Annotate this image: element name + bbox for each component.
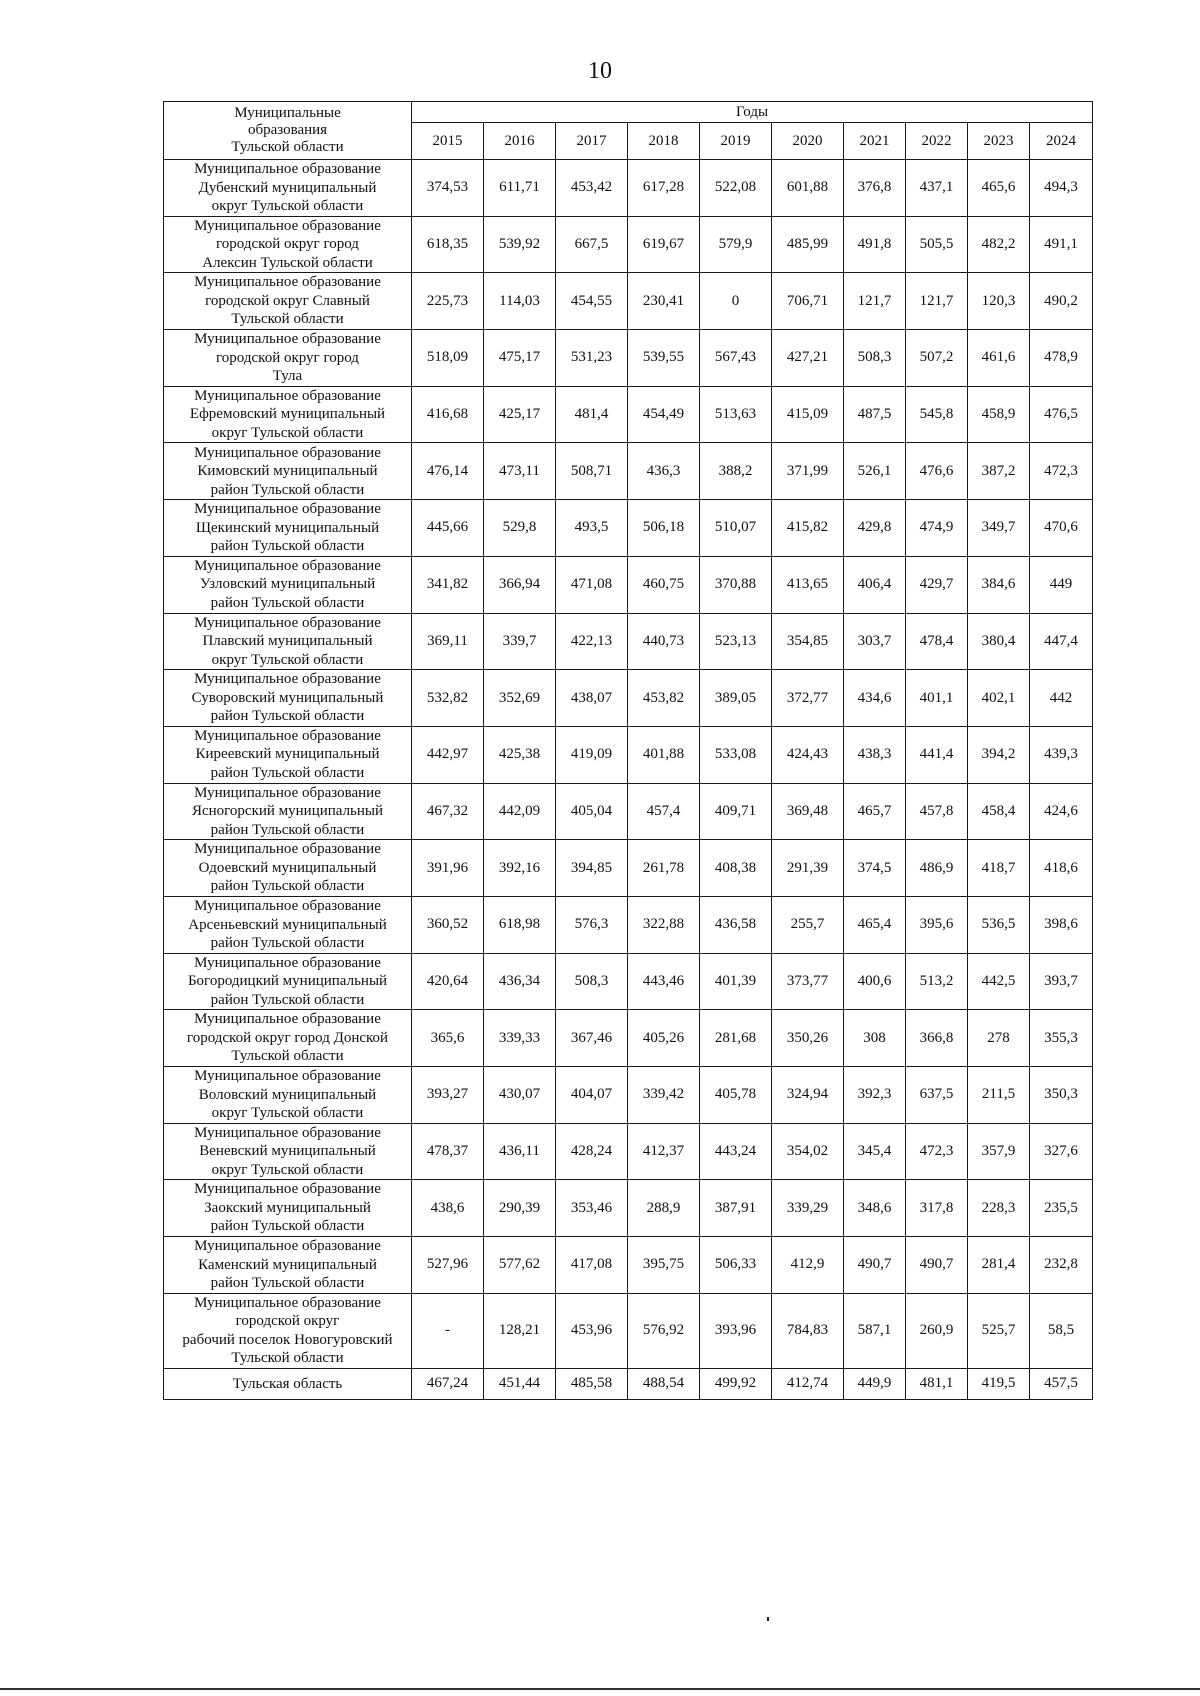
value-cell: 490,7 <box>844 1237 906 1294</box>
value-cell: 485,99 <box>772 216 844 273</box>
value-cell: 473,11 <box>484 443 556 500</box>
table-row <box>164 1123 1093 1180</box>
value-cell: 470,6 <box>1030 500 1093 557</box>
total-value-cell: 488,54 <box>628 1368 700 1399</box>
value-cell: 384,6 <box>968 556 1030 613</box>
value-cell: 442,97 <box>412 726 484 783</box>
value-cell: 457,4 <box>628 783 700 840</box>
table-row <box>164 840 1093 897</box>
page-number: 10 <box>588 58 612 84</box>
value-cell: 430,07 <box>484 1067 556 1124</box>
value-cell: 474,9 <box>906 500 968 557</box>
municipality-name-cell: Муниципальное образование городской округ город Алексин Тульской области <box>164 216 412 273</box>
value-cell: 412,37 <box>628 1123 700 1180</box>
value-cell: 395,6 <box>906 896 968 953</box>
value-cell: 387,91 <box>700 1180 772 1237</box>
value-cell: 290,39 <box>484 1180 556 1237</box>
value-cell: - <box>412 1293 484 1368</box>
value-cell: 303,7 <box>844 613 906 670</box>
value-cell: 401,1 <box>906 670 968 727</box>
total-value-cell: 467,24 <box>412 1368 484 1399</box>
value-cell: 405,04 <box>556 783 628 840</box>
value-cell: 533,08 <box>700 726 772 783</box>
value-cell: 230,41 <box>628 273 700 330</box>
value-cell: 291,39 <box>772 840 844 897</box>
value-cell: 436,34 <box>484 953 556 1010</box>
value-cell: 494,3 <box>1030 160 1093 217</box>
value-cell: 467,32 <box>412 783 484 840</box>
value-cell: 281,68 <box>700 1010 772 1067</box>
municipality-name-cell: Муниципальное образование Дубенский муниципальный округ Тульской области <box>164 160 412 217</box>
total-name-cell: Тульская область <box>164 1368 412 1399</box>
value-cell: 576,3 <box>556 896 628 953</box>
table-row <box>164 953 1093 1010</box>
table-body <box>164 160 1093 1400</box>
table-row <box>164 1237 1093 1294</box>
value-cell: 235,5 <box>1030 1180 1093 1237</box>
value-cell: 522,08 <box>700 160 772 217</box>
table-row <box>164 273 1093 330</box>
value-cell: 637,5 <box>906 1067 968 1124</box>
value-cell: 476,14 <box>412 443 484 500</box>
value-cell: 114,03 <box>484 273 556 330</box>
value-cell: 350,26 <box>772 1010 844 1067</box>
value-cell: 454,55 <box>556 273 628 330</box>
value-cell: 461,6 <box>968 330 1030 387</box>
value-cell: 529,8 <box>484 500 556 557</box>
value-cell: 400,6 <box>844 953 906 1010</box>
value-cell: 465,6 <box>968 160 1030 217</box>
value-cell: 439,3 <box>1030 726 1093 783</box>
value-cell: 438,3 <box>844 726 906 783</box>
table-row <box>164 386 1093 443</box>
value-cell: 508,3 <box>556 953 628 1010</box>
value-cell: 436,58 <box>700 896 772 953</box>
table-row <box>164 500 1093 557</box>
value-cell: 429,7 <box>906 556 968 613</box>
value-cell: 442,5 <box>968 953 1030 1010</box>
municipality-name-cell: Муниципальное образование Ясногорский муниципальный район Тульской области <box>164 783 412 840</box>
value-cell: 317,8 <box>906 1180 968 1237</box>
value-cell: 348,6 <box>844 1180 906 1237</box>
value-cell: 339,42 <box>628 1067 700 1124</box>
value-cell: 121,7 <box>844 273 906 330</box>
value-cell: 395,75 <box>628 1237 700 1294</box>
value-cell: 380,4 <box>968 613 1030 670</box>
value-cell: 419,09 <box>556 726 628 783</box>
value-cell: 428,24 <box>556 1123 628 1180</box>
municipality-name-cell: Муниципальное образование Каменский муниципальный район Тульской области <box>164 1237 412 1294</box>
municipality-name-cell: Муниципальное образование Узловский муниципальный район Тульской области <box>164 556 412 613</box>
value-cell: 784,83 <box>772 1293 844 1368</box>
value-cell: 393,7 <box>1030 953 1093 1010</box>
year-header-cell: 2015 <box>412 123 484 160</box>
value-cell: 458,9 <box>968 386 1030 443</box>
value-cell: 228,3 <box>968 1180 1030 1237</box>
value-cell: 409,71 <box>700 783 772 840</box>
value-cell: 545,8 <box>906 386 968 443</box>
value-cell: 536,5 <box>968 896 1030 953</box>
table-row <box>164 670 1093 727</box>
value-cell: 372,77 <box>772 670 844 727</box>
value-cell: 487,5 <box>844 386 906 443</box>
value-cell: 531,23 <box>556 330 628 387</box>
value-cell: 506,33 <box>700 1237 772 1294</box>
value-cell: 339,7 <box>484 613 556 670</box>
value-cell: 394,2 <box>968 726 1030 783</box>
value-cell: 453,82 <box>628 670 700 727</box>
year-header-cell: 2018 <box>628 123 700 160</box>
value-cell: 392,16 <box>484 840 556 897</box>
value-cell: 617,28 <box>628 160 700 217</box>
value-cell: 465,4 <box>844 896 906 953</box>
municipality-name-cell: Муниципальное образование Щекинский муниципальный район Тульской области <box>164 500 412 557</box>
value-cell: 706,71 <box>772 273 844 330</box>
value-cell: 505,5 <box>906 216 968 273</box>
table-row <box>164 1010 1093 1067</box>
value-cell: 374,53 <box>412 160 484 217</box>
value-cell: 394,85 <box>556 840 628 897</box>
value-cell: 255,7 <box>772 896 844 953</box>
value-cell: 121,7 <box>906 273 968 330</box>
value-cell: 447,4 <box>1030 613 1093 670</box>
column-header-municipalities <box>164 102 412 160</box>
value-cell: 507,2 <box>906 330 968 387</box>
value-cell: 539,55 <box>628 330 700 387</box>
municipality-name-cell: Муниципальное образование Киреевский муниципальный район Тульской области <box>164 726 412 783</box>
value-cell: 357,9 <box>968 1123 1030 1180</box>
value-cell: 413,65 <box>772 556 844 613</box>
value-cell: 493,5 <box>556 500 628 557</box>
total-row <box>164 1368 1093 1399</box>
year-header-cell: 2023 <box>968 123 1030 160</box>
value-cell: 525,7 <box>968 1293 1030 1368</box>
value-cell: 422,13 <box>556 613 628 670</box>
value-cell: 417,08 <box>556 1237 628 1294</box>
table-row <box>164 556 1093 613</box>
value-cell: 345,4 <box>844 1123 906 1180</box>
value-cell: 354,02 <box>772 1123 844 1180</box>
column-header-municipalities-label: Муниципальные образования Тульской области <box>231 105 344 155</box>
value-cell: 445,66 <box>412 500 484 557</box>
value-cell: 523,13 <box>700 613 772 670</box>
value-cell: 401,39 <box>700 953 772 1010</box>
value-cell: 508,71 <box>556 443 628 500</box>
value-cell: 424,43 <box>772 726 844 783</box>
value-cell: 453,96 <box>556 1293 628 1368</box>
value-cell: 324,94 <box>772 1067 844 1124</box>
value-cell: 404,07 <box>556 1067 628 1124</box>
value-cell: 389,05 <box>700 670 772 727</box>
value-cell: 567,43 <box>700 330 772 387</box>
value-cell: 478,37 <box>412 1123 484 1180</box>
municipality-name-cell: Муниципальное образование Одоевский муниципальный район Тульской области <box>164 840 412 897</box>
value-cell: 471,08 <box>556 556 628 613</box>
value-cell: 370,88 <box>700 556 772 613</box>
municipality-name-cell: Муниципальное образование Плавский муниципальный округ Тульской области <box>164 613 412 670</box>
value-cell: 587,1 <box>844 1293 906 1368</box>
municipality-name-cell: Муниципальное образование городской округ Славный Тульской области <box>164 273 412 330</box>
municipality-name-cell: Муниципальное образование Кимовский муниципальный район Тульской области <box>164 443 412 500</box>
municipality-name-cell: Муниципальное образование Заокский муниципальный район Тульской области <box>164 1180 412 1237</box>
value-cell: 539,92 <box>484 216 556 273</box>
header-row-top <box>164 102 1093 123</box>
value-cell: 416,68 <box>412 386 484 443</box>
value-cell: 458,4 <box>968 783 1030 840</box>
value-cell: 211,5 <box>968 1067 1030 1124</box>
value-cell: 278 <box>968 1010 1030 1067</box>
value-cell: 443,46 <box>628 953 700 1010</box>
table-row <box>164 330 1093 387</box>
value-cell: 401,88 <box>628 726 700 783</box>
value-cell: 391,96 <box>412 840 484 897</box>
value-cell: 412,9 <box>772 1237 844 1294</box>
value-cell: 420,64 <box>412 953 484 1010</box>
value-cell: 402,1 <box>968 670 1030 727</box>
value-cell: 418,6 <box>1030 840 1093 897</box>
value-cell: 232,8 <box>1030 1237 1093 1294</box>
value-cell: 491,1 <box>1030 216 1093 273</box>
value-cell: 58,5 <box>1030 1293 1093 1368</box>
total-value-cell: 451,44 <box>484 1368 556 1399</box>
municipality-name-cell: Муниципальное образование Арсеньевский муниципальный район Тульской области <box>164 896 412 953</box>
value-cell: 482,2 <box>968 216 1030 273</box>
table-row <box>164 1293 1093 1368</box>
value-cell: 449 <box>1030 556 1093 613</box>
value-cell: 354,85 <box>772 613 844 670</box>
scan-speck <box>767 1617 769 1621</box>
value-cell: 667,5 <box>556 216 628 273</box>
value-cell: 441,4 <box>906 726 968 783</box>
value-cell: 367,46 <box>556 1010 628 1067</box>
value-cell: 513,2 <box>906 953 968 1010</box>
value-cell: 339,29 <box>772 1180 844 1237</box>
total-value-cell: 419,5 <box>968 1368 1030 1399</box>
value-cell: 406,4 <box>844 556 906 613</box>
value-cell: 442,09 <box>484 783 556 840</box>
value-cell: 619,67 <box>628 216 700 273</box>
value-cell: 387,2 <box>968 443 1030 500</box>
value-cell: 355,3 <box>1030 1010 1093 1067</box>
value-cell: 415,09 <box>772 386 844 443</box>
table-row <box>164 613 1093 670</box>
value-cell: 526,1 <box>844 443 906 500</box>
value-cell: 611,71 <box>484 160 556 217</box>
value-cell: 373,77 <box>772 953 844 1010</box>
value-cell: 365,6 <box>412 1010 484 1067</box>
scan-bottom-edge <box>0 1688 1200 1690</box>
value-cell: 366,8 <box>906 1010 968 1067</box>
total-value-cell: 412,74 <box>772 1368 844 1399</box>
value-cell: 374,5 <box>844 840 906 897</box>
value-cell: 453,42 <box>556 160 628 217</box>
value-cell: 438,07 <box>556 670 628 727</box>
value-cell: 429,8 <box>844 500 906 557</box>
value-cell: 415,82 <box>772 500 844 557</box>
total-value-cell: 457,5 <box>1030 1368 1093 1399</box>
value-cell: 478,9 <box>1030 330 1093 387</box>
value-cell: 388,2 <box>700 443 772 500</box>
total-value-cell: 449,9 <box>844 1368 906 1399</box>
value-cell: 442 <box>1030 670 1093 727</box>
value-cell: 392,3 <box>844 1067 906 1124</box>
table-row <box>164 443 1093 500</box>
total-value-cell: 485,58 <box>556 1368 628 1399</box>
value-cell: 436,3 <box>628 443 700 500</box>
value-cell: 120,3 <box>968 273 1030 330</box>
value-cell: 376,8 <box>844 160 906 217</box>
value-cell: 478,4 <box>906 613 968 670</box>
value-cell: 476,5 <box>1030 386 1093 443</box>
table-row <box>164 1180 1093 1237</box>
value-cell: 405,26 <box>628 1010 700 1067</box>
value-cell: 350,3 <box>1030 1067 1093 1124</box>
value-cell: 437,1 <box>906 160 968 217</box>
value-cell: 349,7 <box>968 500 1030 557</box>
value-cell: 577,62 <box>484 1237 556 1294</box>
value-cell: 327,6 <box>1030 1123 1093 1180</box>
value-cell: 532,82 <box>412 670 484 727</box>
value-cell: 476,6 <box>906 443 968 500</box>
value-cell: 472,3 <box>1030 443 1093 500</box>
value-cell: 438,6 <box>412 1180 484 1237</box>
table-row <box>164 726 1093 783</box>
value-cell: 427,21 <box>772 330 844 387</box>
year-header-cell: 2020 <box>772 123 844 160</box>
value-cell: 424,6 <box>1030 783 1093 840</box>
value-cell: 576,92 <box>628 1293 700 1368</box>
year-header-cell: 2024 <box>1030 123 1093 160</box>
value-cell: 465,7 <box>844 783 906 840</box>
year-header-cell: 2019 <box>700 123 772 160</box>
value-cell: 513,63 <box>700 386 772 443</box>
total-value-cell: 499,92 <box>700 1368 772 1399</box>
municipality-name-cell: Муниципальное образование Воловский муниципальный округ Тульской области <box>164 1067 412 1124</box>
year-header-cell: 2021 <box>844 123 906 160</box>
value-cell: 434,6 <box>844 670 906 727</box>
value-cell: 418,7 <box>968 840 1030 897</box>
municipality-name-cell: Муниципальное образование городской округ город Донской Тульской области <box>164 1010 412 1067</box>
municipality-name-cell: Муниципальное образование городской округ рабочий поселок Новогуровский Тульской области <box>164 1293 412 1368</box>
value-cell: 339,33 <box>484 1010 556 1067</box>
value-cell: 352,69 <box>484 670 556 727</box>
value-cell: 486,9 <box>906 840 968 897</box>
value-cell: 460,75 <box>628 556 700 613</box>
municipality-name-cell: Муниципальное образование Суворовский муниципальный район Тульской области <box>164 670 412 727</box>
value-cell: 360,52 <box>412 896 484 953</box>
value-cell: 260,9 <box>906 1293 968 1368</box>
table-row <box>164 896 1093 953</box>
municipality-name-cell: Муниципальное образование городской округ город Тула <box>164 330 412 387</box>
value-cell: 288,9 <box>628 1180 700 1237</box>
value-cell: 454,49 <box>628 386 700 443</box>
total-value-cell: 481,1 <box>906 1368 968 1399</box>
value-cell: 527,96 <box>412 1237 484 1294</box>
municipality-name-cell: Муниципальное образование Ефремовский муниципальный округ Тульской области <box>164 386 412 443</box>
value-cell: 436,11 <box>484 1123 556 1180</box>
value-cell: 518,09 <box>412 330 484 387</box>
table-row <box>164 216 1093 273</box>
year-header-cell: 2017 <box>556 123 628 160</box>
value-cell: 369,48 <box>772 783 844 840</box>
value-cell: 475,17 <box>484 330 556 387</box>
year-header-cell: 2022 <box>906 123 968 160</box>
column-header-years: Годы <box>412 102 1093 123</box>
value-cell: 425,38 <box>484 726 556 783</box>
value-cell: 0 <box>700 273 772 330</box>
value-cell: 353,46 <box>556 1180 628 1237</box>
year-header-cell: 2016 <box>484 123 556 160</box>
value-cell: 393,27 <box>412 1067 484 1124</box>
value-cell: 457,8 <box>906 783 968 840</box>
table-row <box>164 783 1093 840</box>
value-cell: 443,24 <box>700 1123 772 1180</box>
value-cell: 322,88 <box>628 896 700 953</box>
value-cell: 508,3 <box>844 330 906 387</box>
value-cell: 510,07 <box>700 500 772 557</box>
value-cell: 481,4 <box>556 386 628 443</box>
value-cell: 425,17 <box>484 386 556 443</box>
value-cell: 490,7 <box>906 1237 968 1294</box>
table-row <box>164 160 1093 217</box>
value-cell: 369,11 <box>412 613 484 670</box>
value-cell: 408,38 <box>700 840 772 897</box>
value-cell: 618,35 <box>412 216 484 273</box>
value-cell: 491,8 <box>844 216 906 273</box>
value-cell: 393,96 <box>700 1293 772 1368</box>
value-cell: 405,78 <box>700 1067 772 1124</box>
value-cell: 261,78 <box>628 840 700 897</box>
value-cell: 440,73 <box>628 613 700 670</box>
table-row <box>164 1067 1093 1124</box>
value-cell: 490,2 <box>1030 273 1093 330</box>
municipality-name-cell: Муниципальное образование Богородицкий муниципальный район Тульской области <box>164 953 412 1010</box>
value-cell: 579,9 <box>700 216 772 273</box>
value-cell: 371,99 <box>772 443 844 500</box>
data-table <box>163 101 1093 1400</box>
municipality-name-cell: Муниципальное образование Веневский муниципальный округ Тульской области <box>164 1123 412 1180</box>
value-cell: 128,21 <box>484 1293 556 1368</box>
value-cell: 506,18 <box>628 500 700 557</box>
value-cell: 225,73 <box>412 273 484 330</box>
value-cell: 308 <box>844 1010 906 1067</box>
value-cell: 281,4 <box>968 1237 1030 1294</box>
value-cell: 366,94 <box>484 556 556 613</box>
value-cell: 341,82 <box>412 556 484 613</box>
value-cell: 618,98 <box>484 896 556 953</box>
value-cell: 472,3 <box>906 1123 968 1180</box>
value-cell: 398,6 <box>1030 896 1093 953</box>
value-cell: 601,88 <box>772 160 844 217</box>
